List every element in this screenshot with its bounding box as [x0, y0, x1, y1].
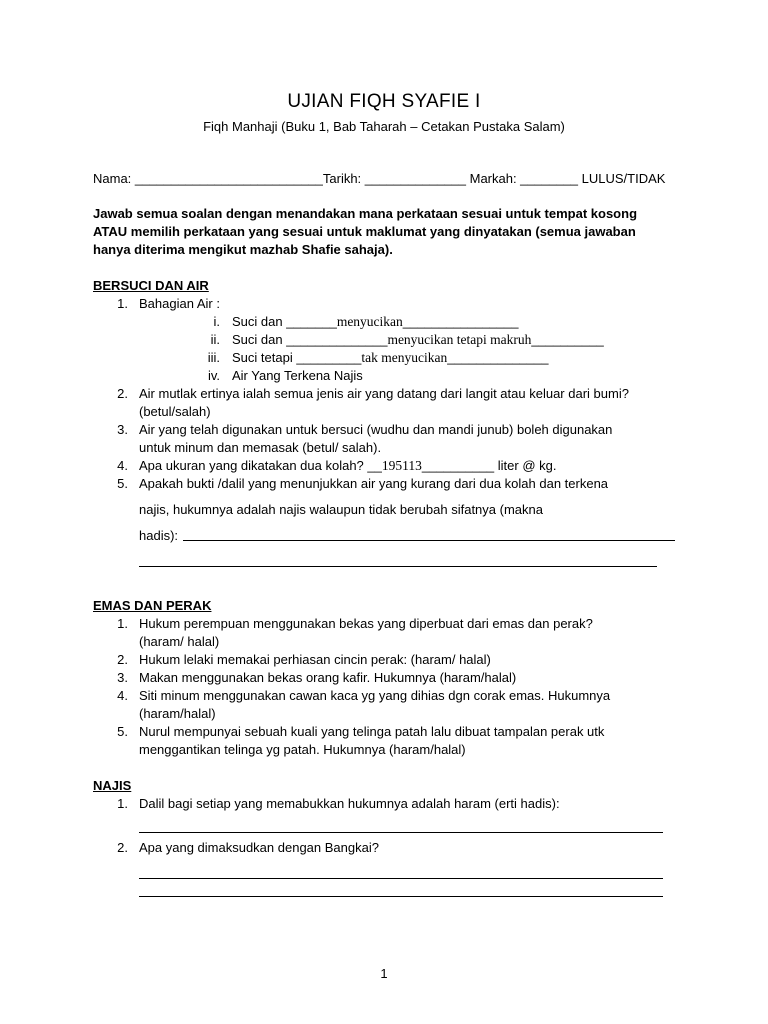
sub-item — [232, 313, 518, 331]
question-text: Makan menggunakan bekas orang kafir. Hukumnya (haram/halal) — [139, 670, 517, 685]
answer-line — [139, 896, 663, 897]
question-text: Apakah bukti /dalil yang menunjukkan air yang kurang dari dua kolah dan terkena — [139, 476, 609, 491]
instructions-line-2: ATAU memilih perkataan yang sesuai untuk maklumat yang dinyatakan (semua jawaban — [93, 224, 636, 239]
section-heading-bersuci: BERSUCI DAN AIR — [93, 278, 209, 293]
sub-item-prefix: Suci dan _______ — [232, 314, 337, 329]
question-prefix: Apa ukuran yang dikatakan dua kolah? __ — [139, 458, 382, 473]
question-text: Bahagian Air : — [139, 296, 220, 311]
sub-item-number: iv. — [207, 368, 220, 383]
sub-item-number: iii. — [207, 350, 220, 365]
question-number: 3. — [117, 670, 128, 685]
sub-item-prefix: Air Yang Terkena Najis — [232, 368, 363, 383]
page-subtitle: Fiqh Manhaji (Buku 1, Bab Taharah – Cetakan Pustaka Salam) — [203, 119, 565, 134]
question-number: 4. — [117, 688, 128, 703]
question-number: 2. — [117, 840, 128, 855]
question-number: 1. — [117, 296, 128, 311]
sub-item-prefix: Suci dan ______________ — [232, 332, 388, 347]
question-answer: 195113 — [381, 458, 422, 473]
sub-item-number: i. — [213, 314, 220, 329]
question-text: Air yang telah digunakan untuk bersuci (wudhu dan mandi junub) boleh digunakan — [139, 422, 613, 437]
question-number: 2. — [117, 386, 128, 401]
question-suffix: __________ liter @ kg. — [421, 458, 557, 473]
answer-line — [183, 540, 675, 541]
sub-item — [232, 349, 548, 367]
question-text: (haram/ halal) — [139, 634, 220, 649]
question-text: Air mutlak ertinya ialah semua jenis air yang datang dari langit atau keluar dari bumi? — [139, 386, 629, 401]
instructions-line-3: hanya diterima mengikut mazhab Shafie sahaja). — [93, 242, 393, 257]
answer-line — [139, 832, 663, 833]
sub-item-number: ii. — [210, 332, 220, 347]
answer-line — [139, 878, 663, 879]
sub-item — [232, 367, 363, 385]
sub-item-suffix: ________________ — [402, 314, 519, 329]
section-heading-najis: NAJIS — [93, 778, 132, 793]
question-number: 1. — [117, 616, 128, 631]
question-text: (haram/halal) — [139, 706, 216, 721]
sub-item — [232, 331, 604, 349]
instructions-line-1: Jawab semua soalan dengan menandakan mana perkataan sesuai untuk tempat kosong — [93, 206, 638, 221]
sub-item-answer: menyucikan — [336, 314, 403, 329]
question-text: Nurul mempunyai sebuah kuali yang telinga patah lalu dibuat tampalan perak utk — [139, 724, 605, 739]
question-text: (betul/salah) — [139, 404, 211, 419]
question-text: menggantikan telinga yg patah. Hukumnya (haram/halal) — [139, 742, 466, 757]
sub-item-suffix: ______________ — [447, 350, 549, 365]
header-info-line: Nama: __________________________Tarikh: ______________ Markah: ________ LULUS/TIDAK — [93, 171, 666, 186]
section-heading-emas-perak: EMAS DAN PERAK — [93, 598, 212, 613]
sub-item-answer: tak menyucikan — [361, 350, 448, 365]
page-title: UJIAN FIQH SYAFIE I — [287, 91, 481, 112]
page-number: 1 — [380, 966, 388, 981]
sub-item-answer: menyucikan tetapi makruh — [387, 332, 532, 347]
question-number: 5. — [117, 476, 128, 491]
question-text: Dalil bagi setiap yang memabukkan hukumnya adalah haram (erti hadis): — [139, 796, 560, 811]
question-number: 5. — [117, 724, 128, 739]
question-number: 1. — [117, 796, 128, 811]
question-text: Siti minum menggunakan cawan kaca yg yang dihias dgn corak emas. Hukumnya — [139, 688, 611, 703]
question-text: Hukum perempuan menggunakan bekas yang diperbuat dari emas dan perak? — [139, 616, 593, 631]
question-number: 4. — [117, 458, 128, 473]
question-text: Hukum lelaki memakai perhiasan cincin perak: (haram/ halal) — [139, 652, 491, 667]
question-text: hadis): — [139, 528, 179, 543]
question-text: najis, hukumnya adalah najis walaupun tidak berubah sifatnya (makna — [139, 502, 543, 517]
question-number: 2. — [117, 652, 128, 667]
question-number: 3. — [117, 422, 128, 437]
question-text: Apa yang dimaksudkan dengan Bangkai? — [139, 840, 379, 855]
sub-item-prefix: Suci tetapi _________ — [232, 350, 362, 365]
question-text: untuk minum dan memasak (betul/ salah). — [139, 440, 382, 455]
answer-line — [139, 566, 657, 567]
question-text — [139, 457, 556, 475]
sub-item-suffix: __________ — [531, 332, 604, 347]
